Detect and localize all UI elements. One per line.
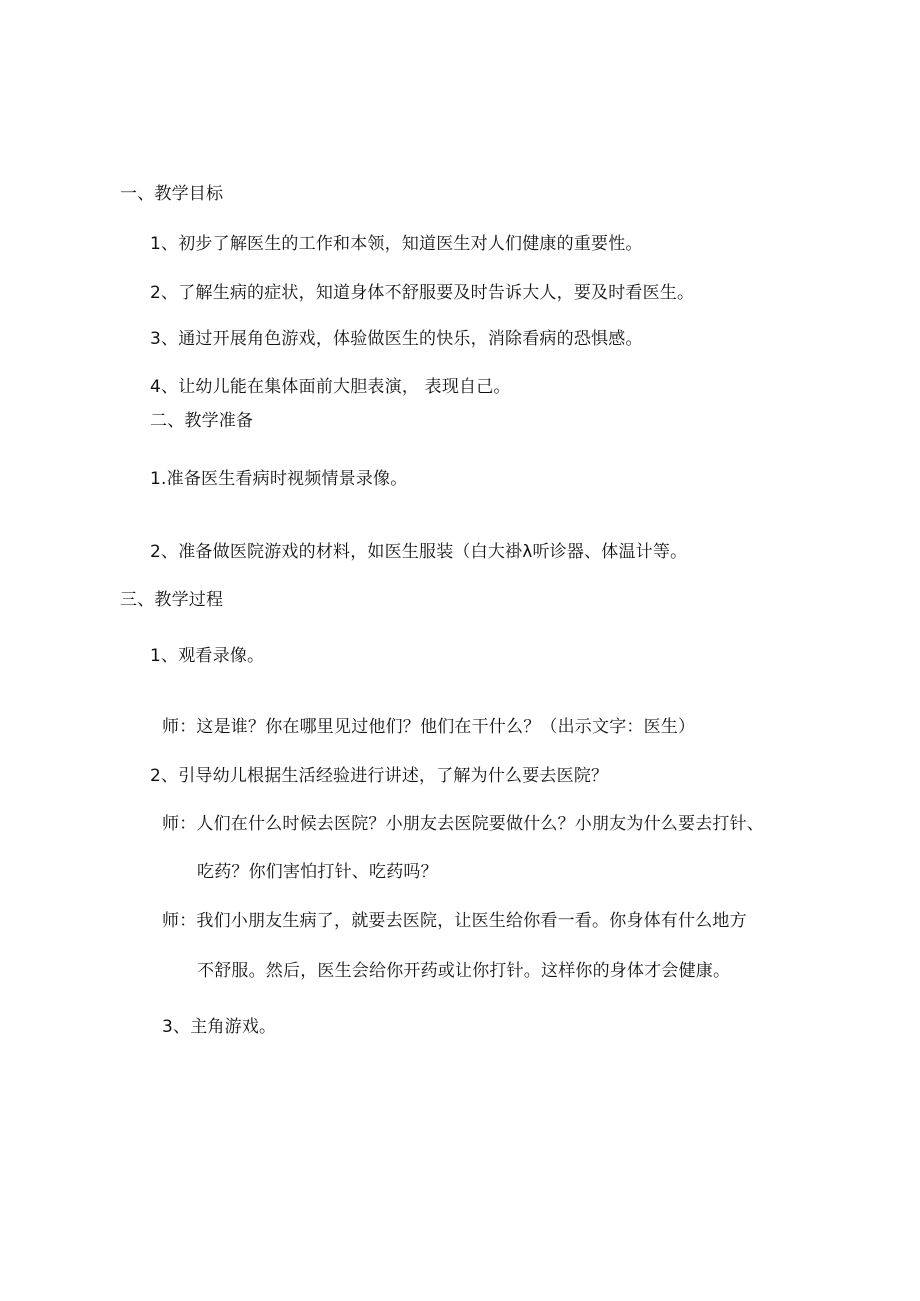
process-step-2: 2、引导幼儿根据生活经验进行讲述，了解为什么要去医院？	[150, 766, 609, 786]
objective-item-1: 1、初步了解医生的工作和本领，知道医生对人们健康的重要性。	[150, 234, 643, 254]
objective-item-4: 4、让幼儿能在集体面前大胆表演， 表现自己。	[150, 377, 511, 397]
preparation-item-2: 2、准备做医院游戏的材料，如医生服装（白大褂λ听诊器、体温计等。	[150, 542, 688, 562]
section-heading-process: 三、教学过程	[120, 590, 224, 610]
preparation-item-1: 1.准备医生看病时视频情景录像。	[150, 469, 408, 489]
teacher-line-3b: 不舒服。然后，医生会给你开药或让你打针。这样你的身体才会健康。	[197, 961, 731, 981]
teacher-line-2b: 吃药？你们害怕打针、吃药吗？	[197, 862, 438, 882]
objective-item-2: 2、了解生病的症状，知道身体不舒服要及时告诉大人，要及时看医生。	[150, 283, 695, 303]
teacher-line-3a: 师：我们小朋友生病了，就要去医院，让医生给你看一看。你身体有什么地方	[162, 911, 747, 931]
section-heading-objectives: 一、教学目标	[120, 184, 224, 204]
section-heading-preparation: 二、教学准备	[150, 411, 254, 431]
process-step-3: 3、主角游戏。	[162, 1017, 277, 1037]
teacher-line-2a: 师：人们在什么时候去医院？小朋友去医院要做什么？小朋友为什么要去打针、	[162, 814, 764, 834]
teacher-line-1: 师：这是谁？你在哪里见过他们？他们在干什么？（出示文字：医生）	[162, 717, 696, 737]
objective-item-3: 3、通过开展角色游戏，体验做医生的快乐，消除看病的恐惧感。	[150, 329, 643, 349]
process-step-1: 1、观看录像。	[150, 646, 265, 666]
